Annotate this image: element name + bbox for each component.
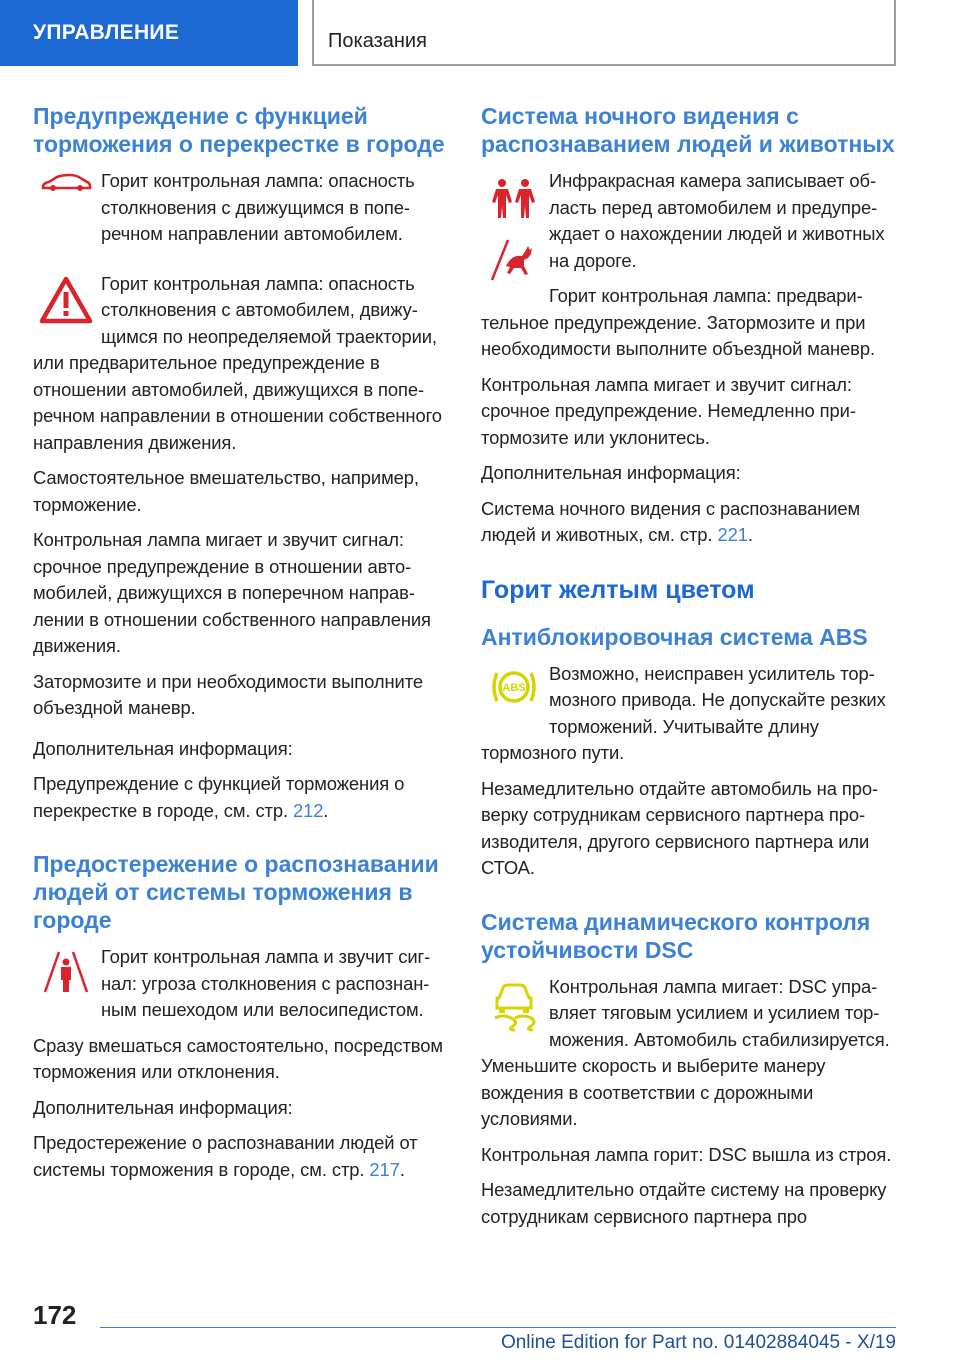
paragraph: Дополнительная информация:	[33, 1096, 293, 1118]
persons-icon	[488, 176, 540, 222]
night-vision-icons	[481, 168, 547, 288]
paragraph: Возможно, неисправен усилитель тормозного привода. Не допускайте резких торможений. Учитывайте длину тормозного пути.	[481, 662, 886, 763]
deer-warning-icon	[488, 236, 540, 284]
paragraph: Горит контрольная лампа: опасность столкновения с автомобилем, движущимся по неопределяемой траектории, или предварительное предупреждение в отношении автомобилей, движущихся в поперечном направлении в отношении собственного направления движения.	[33, 272, 442, 453]
section-night-vision	[481, 102, 896, 549]
paragraph: Горит контрольная лампа и звучит сигнал: угроза столкновения с распознанным пешеходом или велосипедистом.	[101, 946, 431, 1020]
paragraph: Сразу вмешаться самостоятельно, посредством торможения или отклонения.	[33, 1034, 443, 1082]
page-link-221[interactable]: 221	[717, 524, 748, 545]
reference-text: Предупреждение с функцией торможения о перекрестке в городе, см. стр.	[33, 773, 405, 821]
page-number: 172	[33, 1300, 77, 1330]
left-column	[33, 102, 448, 1209]
punctuation: .	[747, 524, 753, 545]
dsc-warning-icon	[481, 974, 547, 1038]
paragraph	[481, 496, 896, 549]
paragraph: Контрольная лампа мигает и звучит сигнал: срочное предупреждение в отношении автомобилей, движущихся в поперечном направлении в отношении собственного направления движения.	[33, 529, 431, 656]
paragraph: Контрольная лампа горит: DSC вышла из строя.	[481, 1143, 892, 1165]
edition-text: Online Edition for Part no. 01402884045 - X/19	[500, 1332, 896, 1353]
section-pedestrian-warning	[33, 850, 448, 1183]
abs-warning-icon	[481, 661, 547, 725]
car-crossing-icon	[33, 168, 99, 232]
warning-triangle-icon	[33, 271, 99, 335]
section-abs	[481, 623, 896, 882]
section-title: Антиблокировочная система ABS	[481, 623, 868, 650]
paragraph: Горит контрольная лампа: опасность столкновения с движущимся в поперечном направлении автомобилем.	[101, 170, 415, 244]
footer-divider	[100, 1327, 896, 1328]
section-title: Система ночного видения с распознаванием людей и животных	[481, 103, 895, 157]
section-title: Система динамического контроля устойчивости DSC	[481, 908, 871, 963]
paragraph: Инфракрасная камера записывает область перед автомобилем и предупреждает о нахождении людей и животных на дороге.	[549, 170, 885, 271]
punctuation: .	[399, 1158, 405, 1180]
edition-info	[310, 1332, 896, 1354]
right-column	[481, 102, 896, 1256]
paragraph: Самостоятельное вмешательство, например, торможение.	[33, 467, 419, 515]
section-cross-traffic-warning	[33, 102, 448, 824]
paragraph: Контрольная лампа мигает и звучит сигнал: срочное предупреждение. Немедленно притормозите или уклонитесь.	[481, 373, 856, 448]
paragraph: Дополнительная информация:	[481, 462, 741, 483]
punctuation: .	[323, 799, 329, 821]
paragraph	[33, 1130, 448, 1183]
page-link-212[interactable]: 212	[293, 799, 324, 821]
chapter-tab: Показания	[312, 0, 896, 66]
paragraph: Незамедлительно отдайте систему на проверку сотрудникам сервисного партнера про	[481, 1179, 887, 1227]
paragraph: Горит контрольная лампа: предварительное предупреждение. Затормозите и при необходимости выполните объездной маневр.	[481, 285, 875, 359]
pedestrian-warning-icon	[33, 944, 99, 1008]
page-link-217[interactable]: 217	[369, 1158, 400, 1180]
paragraph: Незамедлительно отдайте автомобиль на проверку сотрудникам сервисного партнера производителя, другого сервисного партнера или СТОА.	[481, 777, 879, 878]
reference-text: Предостережение о распознавании людей от системы торможения в городе, см. стр.	[33, 1132, 418, 1180]
paragraph: Затормозите и при необходимости выполните объездной маневр.	[33, 670, 423, 718]
section-tab: УПРАВЛЕНИЕ	[0, 0, 298, 66]
section-title: Предупреждение с функцией торможения о перекрестке в городе	[33, 103, 445, 157]
paragraph: Контрольная лампа мигает: DSC управляет тяговым усилием и усилием торможения. Автомобиль стабилизируется. Уменьшите скорость и выберите манеру вождения в соответствии с дорожными условиями.	[481, 975, 890, 1129]
paragraph: Дополнительная информация:	[33, 737, 293, 759]
heading-yellow-lamps: Горит желтым цветом	[481, 575, 755, 604]
section-title: Предостережение о распознавании людей от системы торможения в городе	[33, 851, 439, 933]
page-header	[0, 0, 960, 66]
section-dsc	[481, 908, 896, 1231]
reference-text: Система ночного видения с распознаванием людей и животных, см. стр.	[481, 497, 861, 545]
abs-icon-label: ABS	[502, 681, 526, 694]
paragraph	[33, 771, 448, 824]
